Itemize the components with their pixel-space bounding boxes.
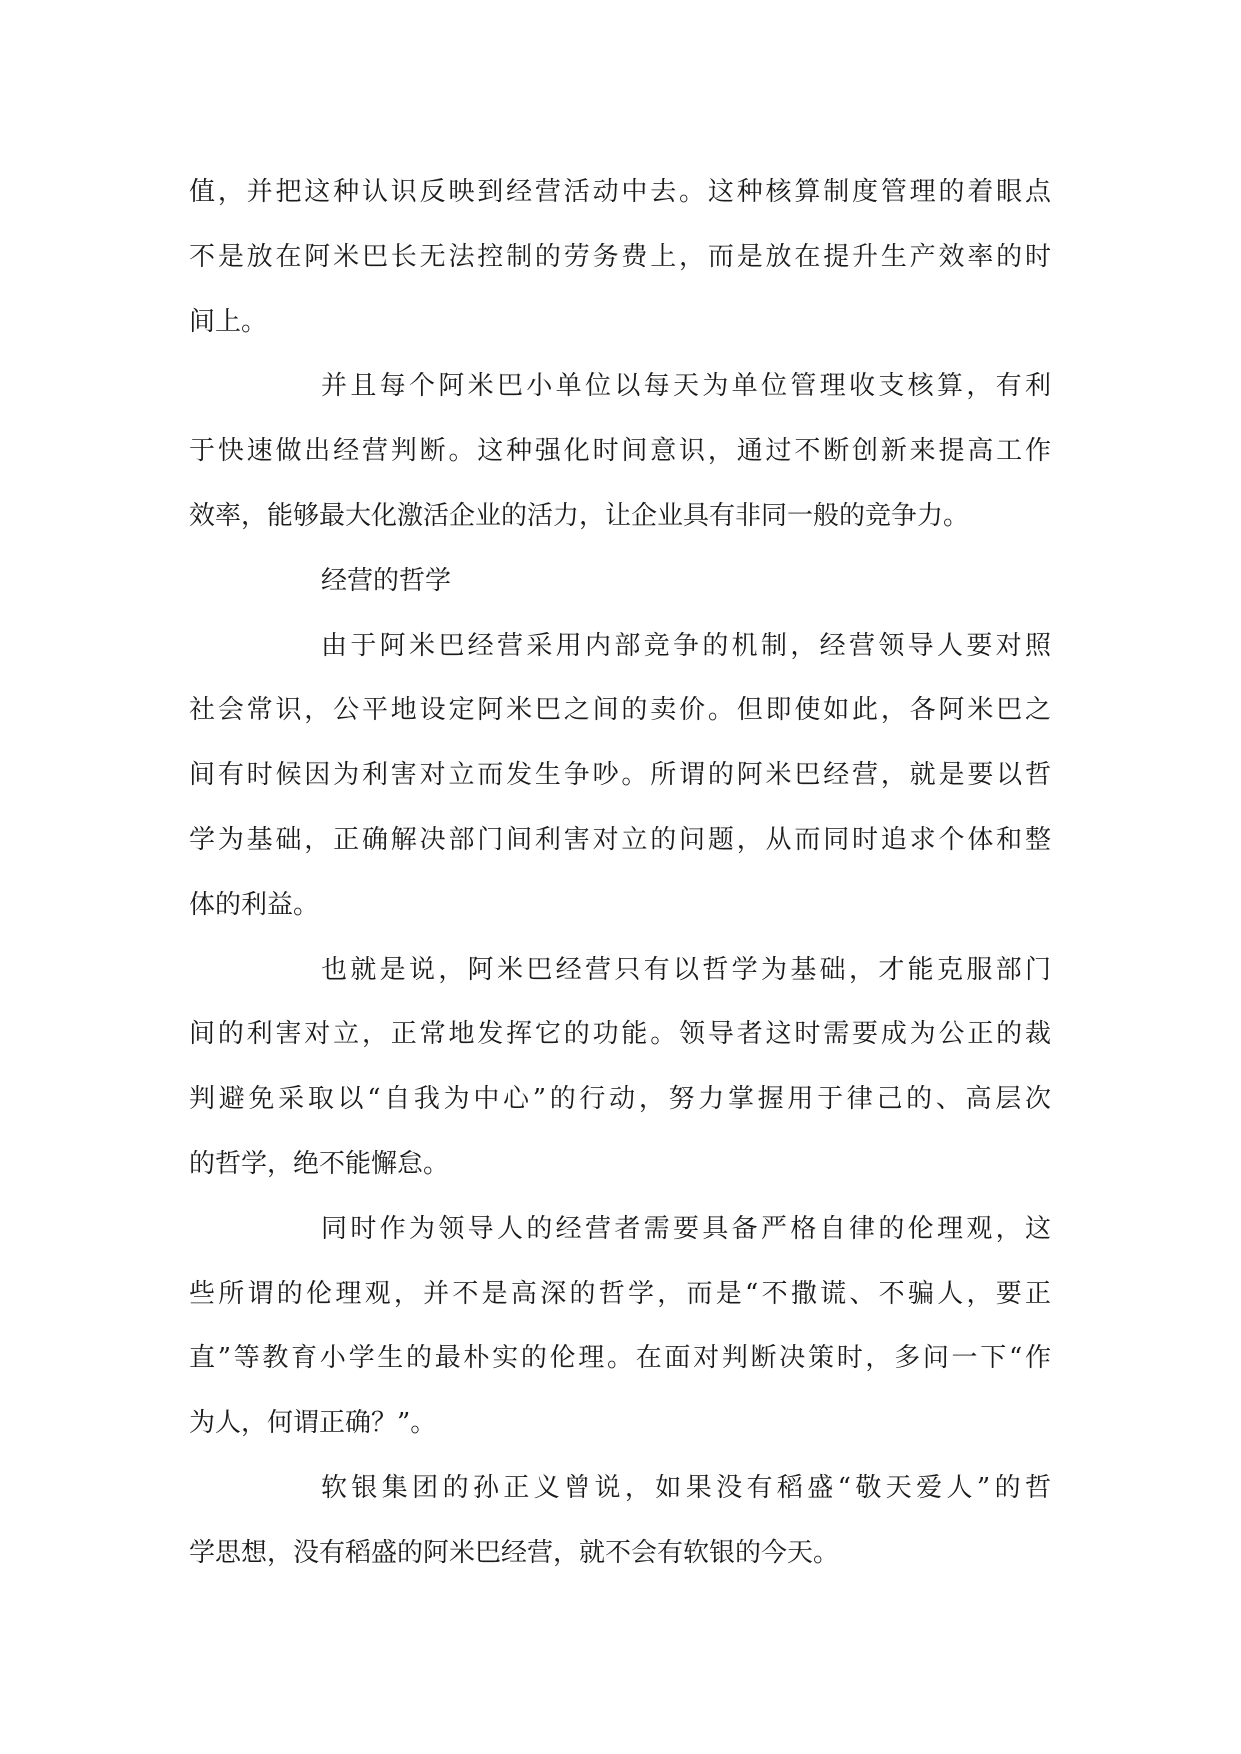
text-line: 同时作为领导人的经营者需要具备严格自律的伦理观，这 [321, 1213, 1051, 1244]
text-line: 直”等教育小学生的最朴实的伦理。在面对判断决策时，多问一下“作 [189, 1343, 1051, 1374]
paragraph [189, 938, 1051, 1197]
paragraph [189, 160, 1051, 354]
text-line: 的哲学，绝不能懈怠。 [189, 1148, 450, 1179]
text-line: 不是放在阿米巴长无法控制的劳务费上，而是放在提升生产效率的时 [189, 241, 1051, 272]
text-line: 体的利益。 [189, 889, 320, 920]
text-line: 并且每个阿米巴小单位以每天为单位管理收支核算，有利 [321, 371, 1051, 402]
paragraph [189, 614, 1051, 938]
text-line: 社会常识，公平地设定阿米巴之间的卖价。但即使如此，各阿米巴之 [189, 695, 1051, 726]
paragraph [189, 1197, 1051, 1456]
body-text [189, 160, 1051, 1586]
text-line: 软银集团的孙正义曾说，如果没有稻盛“敬天爱人”的哲 [321, 1472, 1051, 1503]
text-line: 间上。 [189, 306, 268, 337]
text-line: 效率，能够最大化激活企业的活力，让企业具有非同一般的竞争力。 [189, 500, 970, 531]
paragraph [189, 354, 1051, 548]
text-line: 间有时候因为利害对立而发生争吵。所谓的阿米巴经营，就是要以哲 [189, 760, 1051, 791]
paragraph [189, 1456, 1051, 1586]
text-line: 判避免采取以“自我为中心”的行动，努力掌握用于律己的、高层次 [189, 1084, 1051, 1115]
section-heading-text: 经营的哲学 [321, 565, 452, 596]
text-line: 学思想，没有稻盛的阿米巴经营，就不会有软银的今天。 [189, 1537, 840, 1568]
text-line: 也就是说，阿米巴经营只有以哲学为基础，才能克服部门 [321, 954, 1051, 985]
text-line: 为人，何谓正确？”。 [189, 1408, 437, 1439]
text-line: 值，并把这种认识反映到经营活动中去。这种核算制度管理的着眼点 [189, 177, 1051, 207]
text-line: 学为基础，正确解决部门间利害对立的问题，从而同时追求个体和整 [189, 824, 1051, 855]
text-line: 由于阿米巴经营采用内部竞争的机制，经营领导人要对照 [321, 630, 1051, 661]
text-line: 于快速做出经营判断。这种强化时间意识，通过不断创新来提高工作 [189, 436, 1051, 467]
text-line: 间的利害对立，正常地发挥它的功能。领导者这时需要成为公正的裁 [189, 1019, 1051, 1050]
text-line: 些所谓的伦理观，并不是高深的哲学，而是“不撒谎、不骗人，要正 [189, 1278, 1051, 1309]
section-heading [189, 549, 1051, 614]
